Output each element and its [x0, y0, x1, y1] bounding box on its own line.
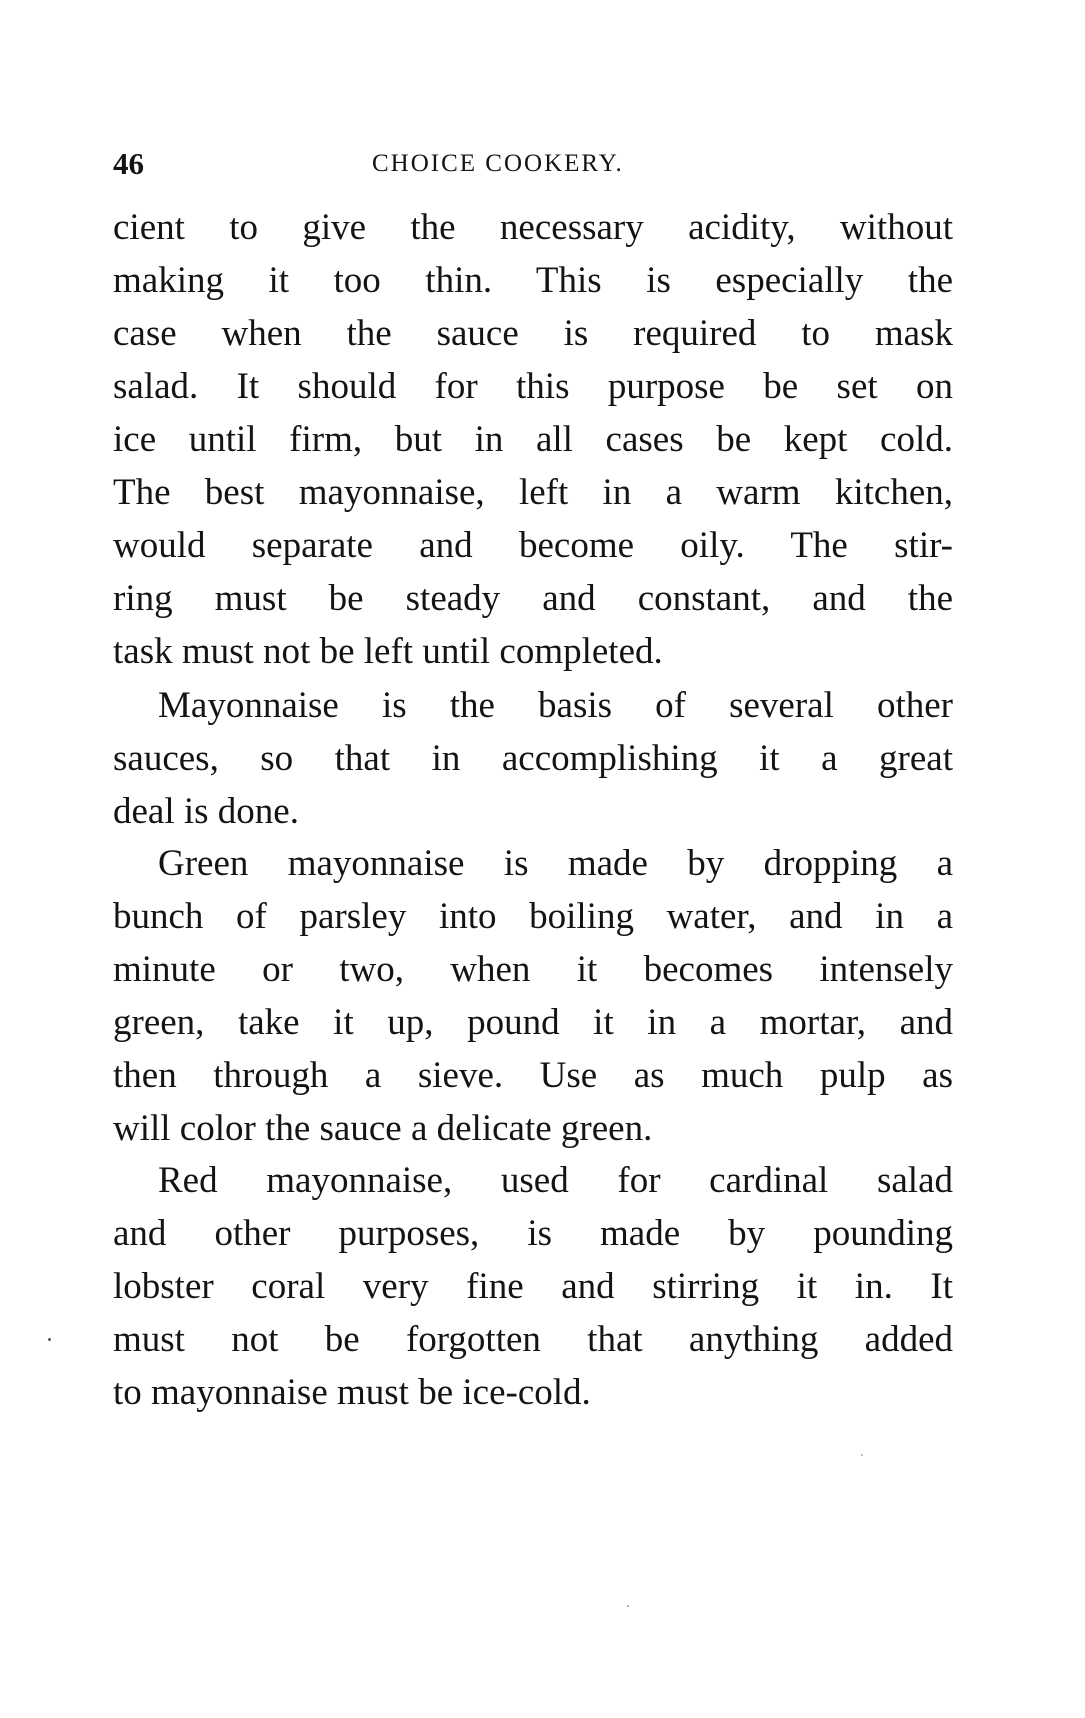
text-line: then through a sieve. Use as much pulp as: [113, 1055, 953, 1096]
text-line: will color the sauce a delicate green.: [113, 1108, 653, 1149]
text-line: Green mayonnaise is made by dropping a: [158, 843, 953, 884]
running-title: CHOICE COOKERY.: [372, 150, 624, 177]
text-line: case when the sauce is required to mask: [113, 313, 953, 354]
page-number: 46: [113, 146, 144, 181]
text-line: deal is done.: [113, 791, 299, 832]
text-line: to mayonnaise must be ice-cold.: [113, 1372, 591, 1413]
text-line: making it too thin. This is especially the: [113, 260, 953, 301]
text-line: Red mayonnaise, used for cardinal salad: [158, 1160, 953, 1201]
text-line: ring must be steady and constant, and the: [113, 578, 953, 619]
text-line: cient to give the necessary acidity, without: [113, 207, 953, 248]
scan-speck: [627, 1605, 629, 1607]
running-head: [113, 146, 953, 186]
text-line: lobster coral very fine and stirring it in. It: [113, 1266, 953, 1307]
text-line: Mayonnaise is the basis of several other: [158, 685, 953, 726]
text-line: and other purposes, is made by pounding: [113, 1213, 953, 1254]
text-line: sauces, so that in accomplishing it a great: [113, 738, 953, 779]
text-line: must not be forgotten that anything added: [113, 1319, 953, 1360]
text-line: green, take it up, pound it in a mortar, and: [113, 1002, 953, 1043]
text-line: task must not be left until completed.: [113, 631, 663, 672]
text-line: would separate and become oily. The stir-: [113, 525, 953, 566]
scan-speck: [861, 1454, 863, 1456]
text-line: bunch of parsley into boiling water, and in a: [113, 896, 953, 937]
text-line: salad. It should for this purpose be set on: [113, 366, 953, 407]
text-line: ice until firm, but in all cases be kept cold.: [113, 419, 953, 460]
text-line: minute or two, when it becomes intensely: [113, 949, 953, 990]
scan-speck: [48, 1338, 51, 1341]
text-line: The best mayonnaise, left in a warm kitchen,: [113, 472, 953, 513]
